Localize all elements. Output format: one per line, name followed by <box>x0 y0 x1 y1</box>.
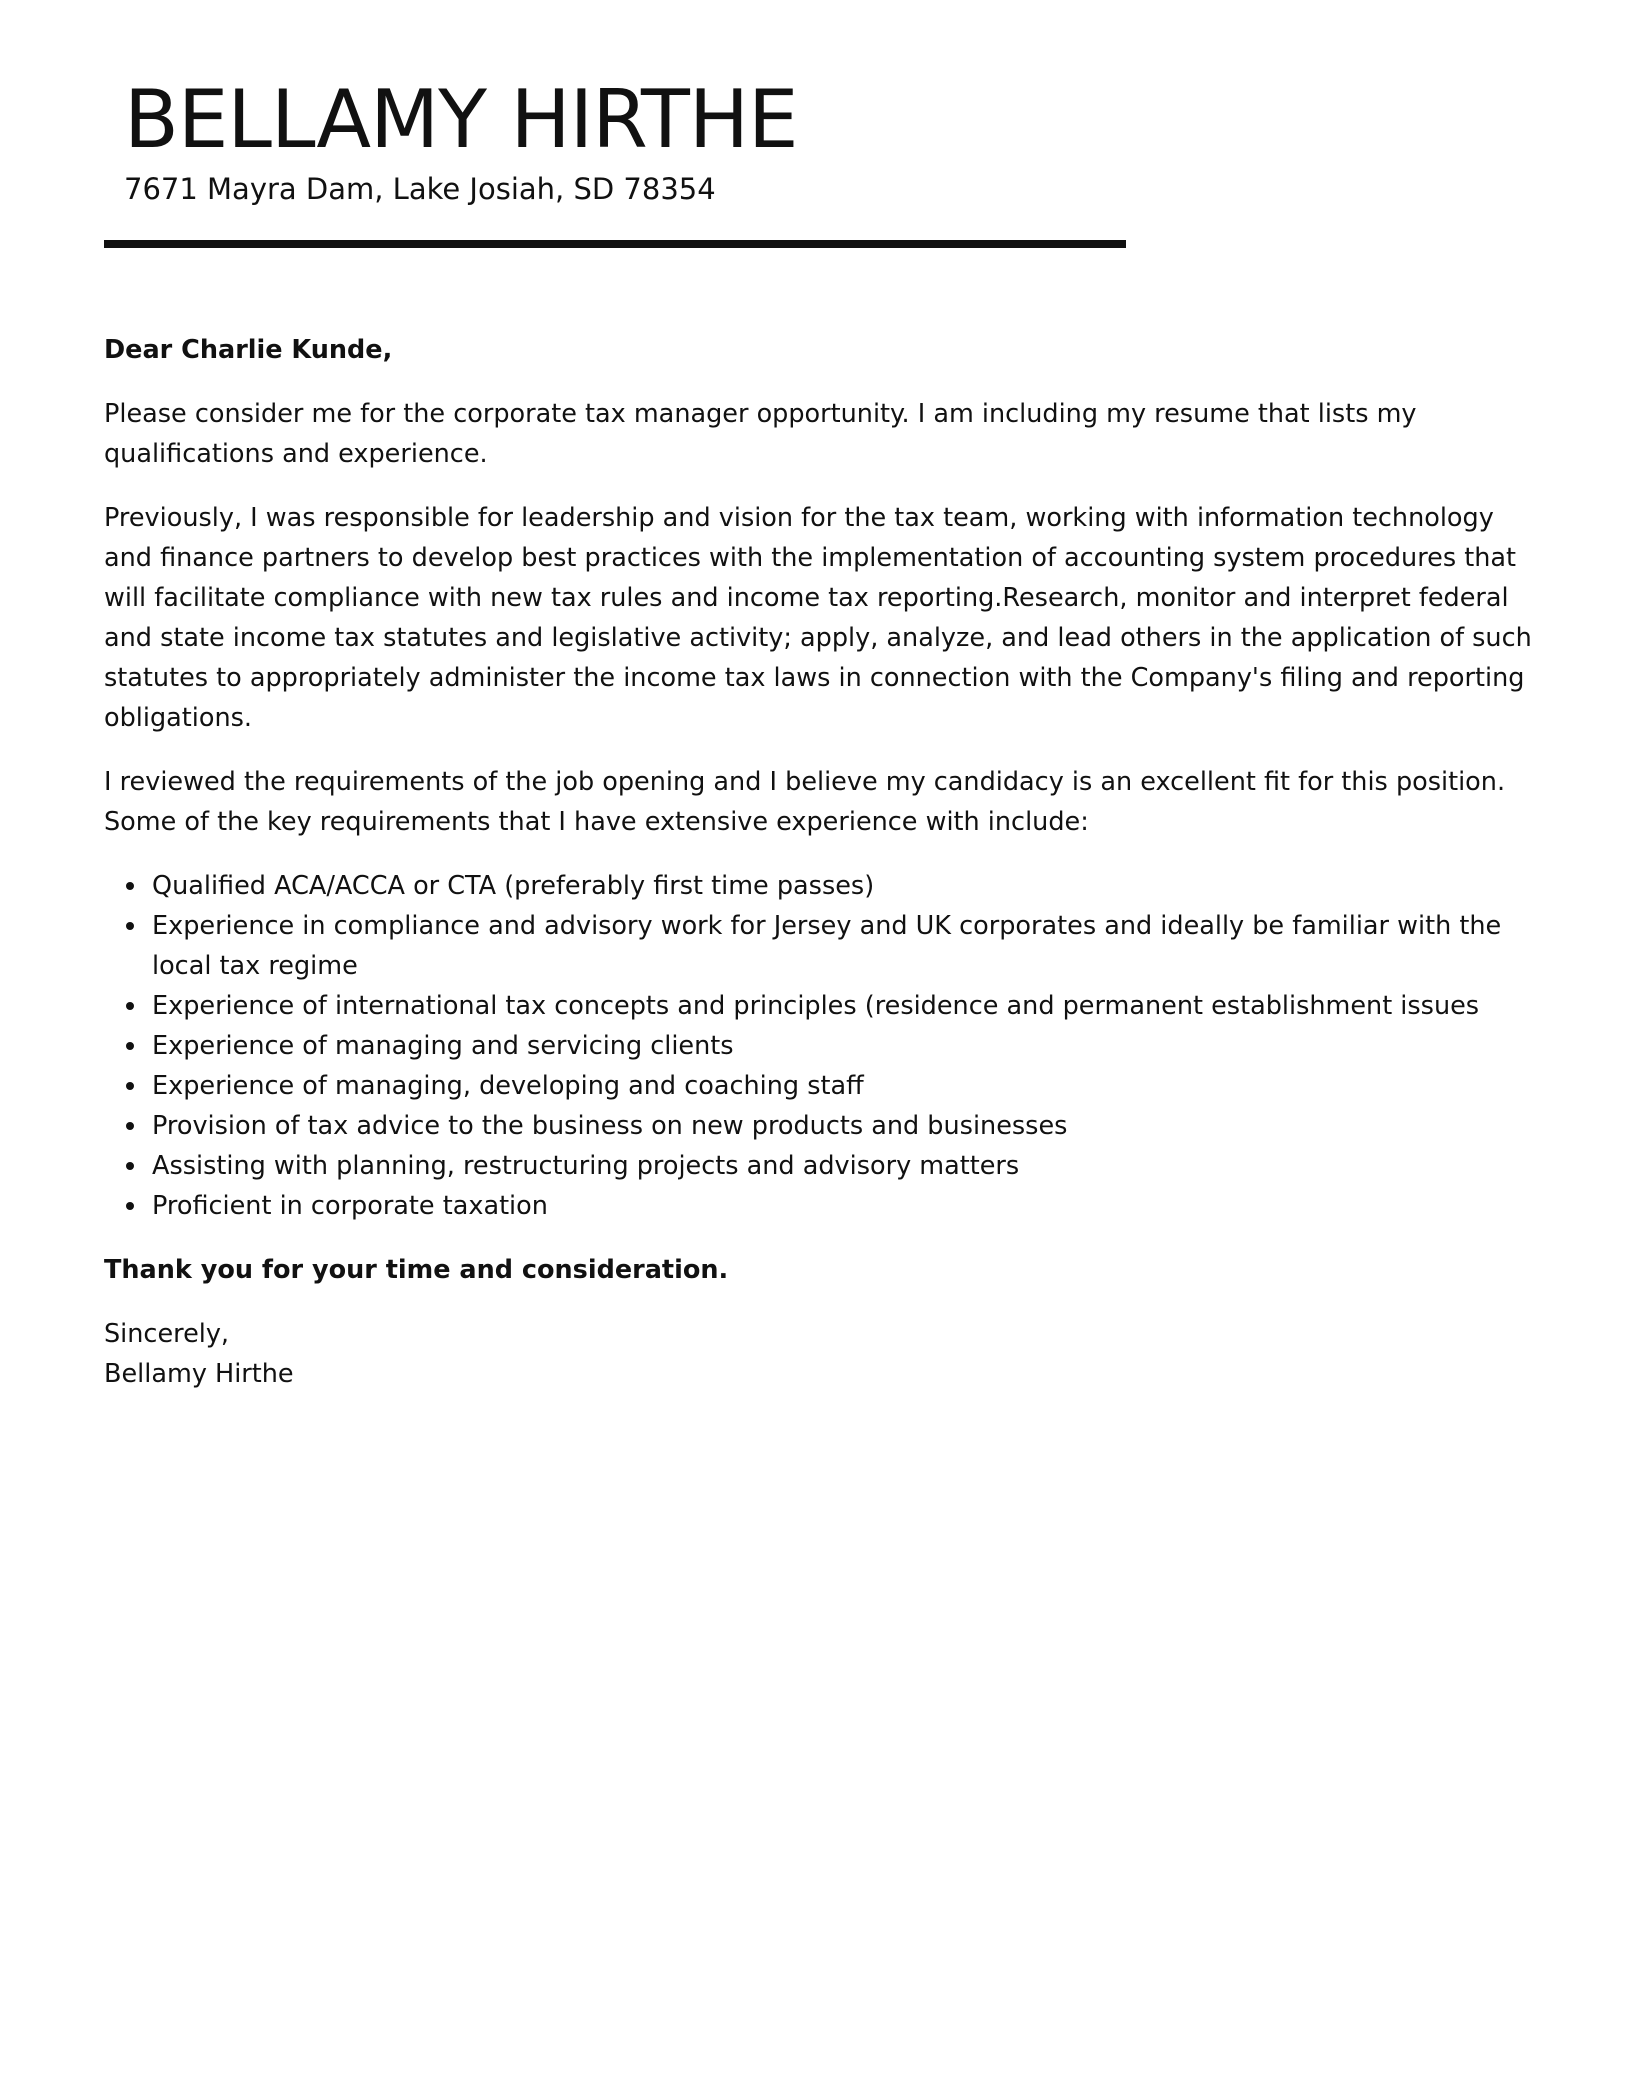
list-item-text: Experience of managing, developing and coaching staff <box>152 1071 864 1101</box>
signature-name: Bellamy Hirthe <box>104 1359 294 1389</box>
bullet-icon <box>126 1202 134 1210</box>
header-divider <box>104 240 1126 248</box>
list-item-text: Experience in compliance and advisory work for Jersey and UK corporates and ideally be familiar with the local tax regime <box>152 911 1502 981</box>
list-item <box>152 906 1544 986</box>
list-item <box>152 1186 1544 1226</box>
applicant-address: 7671 Mayra Dam, Lake Josiah, SD 78354 <box>124 172 716 206</box>
requirements-list <box>104 866 1544 1226</box>
paragraph-requirements-intro: I reviewed the requirements of the job opening and I believe my candidacy is an excellent fit for this position. Some of the key requirements that I have extensive experience with include: <box>104 767 1506 837</box>
bullet-icon <box>126 1162 134 1170</box>
paragraph-intro: Please consider me for the corporate tax manager opportunity. I am including my resume that lists my qualifications and experience. <box>104 399 1417 469</box>
bullet-icon <box>126 1082 134 1090</box>
list-item-text: Provision of tax advice to the business on new products and businesses <box>152 1111 1068 1141</box>
list-item-text: Experience of managing and servicing clients <box>152 1031 734 1061</box>
list-item-text: Proficient in corporate taxation <box>152 1191 548 1221</box>
list-item <box>152 1146 1544 1186</box>
list-item-text: Qualified ACA/ACCA or CTA (preferably first time passes) <box>152 871 875 901</box>
list-item <box>152 1066 1544 1106</box>
signoff-block <box>104 1314 1544 1394</box>
closing-line: Thank you for your time and consideration. <box>104 1255 729 1285</box>
salutation: Dear Charlie Kunde, <box>104 335 393 365</box>
list-item-text: Assisting with planning, restructuring projects and advisory matters <box>152 1151 1020 1181</box>
bullet-icon <box>126 1002 134 1010</box>
signoff: Sincerely, <box>104 1319 230 1349</box>
bullet-icon <box>126 1122 134 1130</box>
paragraph-experience: Previously, I was responsible for leadership and vision for the tax team, working with information technology and finance partners to develop best practices with the implementation of accounting system procedures that will facilitate compliance with new tax rules and income tax reporting.Research, monitor and interpret federal and state income tax statutes and legislative activity; apply, analyze, and lead others in the application of such statutes to appropriately administer the income tax laws in connection with the Company's filing and reporting obligations. <box>104 503 1532 733</box>
bullet-icon <box>126 1042 134 1050</box>
list-item <box>152 1026 1544 1066</box>
applicant-name: BELLAMY HIRTHE <box>124 73 798 166</box>
list-item <box>152 866 1544 906</box>
list-item <box>152 1106 1544 1146</box>
list-item <box>152 986 1544 1026</box>
bullet-icon <box>126 922 134 930</box>
list-item-text: Experience of international tax concepts and principles (residence and permanent establishment issues <box>152 991 1480 1021</box>
letter-body <box>104 330 1544 1394</box>
bullet-icon <box>126 882 134 890</box>
